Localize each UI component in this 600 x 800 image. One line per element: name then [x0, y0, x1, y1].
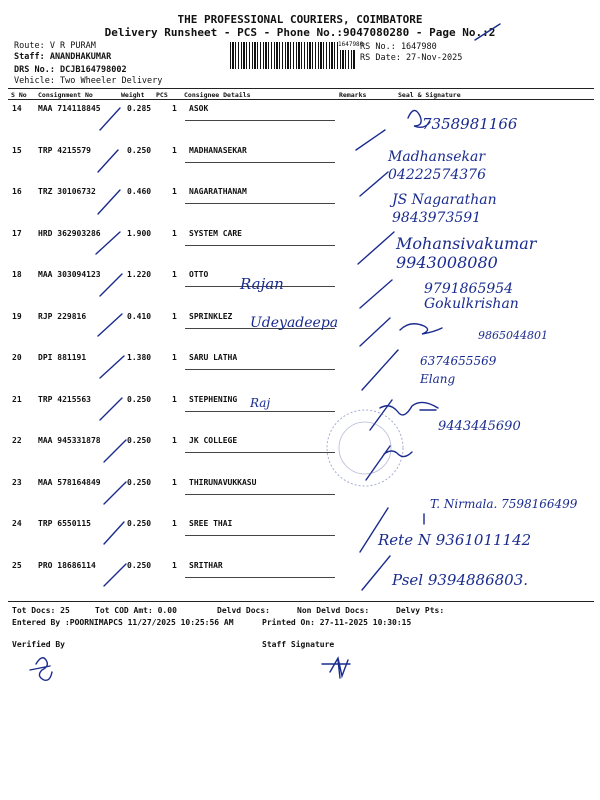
- stamp-signature: [384, 451, 412, 457]
- remarks-slashes: [356, 130, 398, 590]
- row-sno: 25: [12, 560, 22, 570]
- printed-on: Printed On: 27-11-2025 10:30:15: [262, 618, 412, 627]
- rs-date: RS Date: 27-Nov-2025: [360, 53, 463, 63]
- row-consignment-number: DPI 881191: [38, 353, 87, 362]
- row-weight: 0.250: [127, 519, 152, 528]
- row-consignee: SREE THAI: [189, 519, 233, 528]
- signature-19: [400, 324, 442, 334]
- row-sno: 18: [12, 270, 22, 279]
- verified-by-label: Verified By: [12, 640, 65, 649]
- drs-label: DRS No.: DCJB164798002: [14, 65, 127, 75]
- row-consignment-number: TRP 6550115: [38, 519, 91, 528]
- row-consignment-number: PRO 18686114: [38, 560, 96, 570]
- row-consignee: JK COLLEGE: [189, 436, 238, 445]
- row-sno: 24: [12, 519, 22, 528]
- vehicle-label: Vehicle: Two Wheeler Delivery: [14, 76, 163, 86]
- seal-handwriting-15: Madhansekar 04222574376: [388, 149, 486, 183]
- remark-handwriting-21: Raj: [250, 396, 271, 410]
- seal-handwriting-14: 7358981166: [422, 115, 518, 133]
- seal-handwriting-25: Psel 9394886803.: [392, 571, 529, 589]
- row-consignment-number: RJP 229816: [38, 311, 87, 321]
- row-sno: 22: [12, 436, 22, 445]
- row-consignment-number: MAA 303094123: [38, 270, 101, 279]
- delivered-docs: Delvd Docs:: [217, 606, 270, 615]
- row-weight: 1.900: [127, 228, 152, 238]
- row-pcs: 1: [172, 187, 177, 196]
- signature-14: [408, 110, 430, 127]
- row-pcs: 1: [172, 436, 177, 445]
- row-consignment-number: MAA 945331878: [38, 436, 101, 445]
- row-consignee: OTTO: [189, 270, 209, 279]
- col-sno: S No: [11, 91, 27, 99]
- row-consignee: SRITHAR: [189, 560, 223, 570]
- remark-handwriting-19: Udeyadeepa: [250, 315, 339, 331]
- row-weight: 0.250: [127, 436, 152, 445]
- row-pcs: 1: [172, 228, 177, 238]
- row-consignment-number: MAA 578164849: [38, 477, 101, 487]
- staff-label: Staff: ANANDHAKUMAR: [14, 52, 112, 62]
- verified-signature: [30, 658, 52, 681]
- row-sno: 14: [12, 104, 22, 113]
- round-seal-stamp: [327, 410, 403, 486]
- row-weight: 0.250: [127, 560, 152, 570]
- barcode-stamp-number: 1647980: [338, 41, 364, 48]
- row-consignee: ASOK: [189, 104, 209, 113]
- row-sno: 21: [12, 394, 22, 404]
- col-weight: Weight: [121, 91, 145, 99]
- col-consignee: Consignee Details: [184, 91, 251, 99]
- row-weight: 0.250: [127, 394, 152, 404]
- row-sno: 15: [12, 145, 22, 155]
- non-delivered-docs: Non Delvd Docs:: [297, 606, 370, 615]
- row-consignee: THIRUNAVUKKASU: [189, 477, 257, 487]
- row-consignee: SARU LATHA: [189, 353, 238, 362]
- row-weight: 1.380: [127, 353, 152, 362]
- document-title: Delivery Runsheet - PCS - Phone No.:9047080280 - Page No.:2: [104, 26, 496, 39]
- seal-handwriting-24: Rete N 9361011142: [378, 531, 532, 549]
- row-sno: 20: [12, 353, 22, 362]
- col-remarks: Remarks: [339, 91, 367, 99]
- totals-rule: [8, 601, 594, 602]
- row-sno: 16: [12, 187, 22, 196]
- row-tick-marks: [96, 108, 126, 586]
- seal-handwriting-23: T. Nirmala. 7598166499: [430, 497, 578, 511]
- col-seal-signature: Seal & Signature: [398, 91, 461, 99]
- row-sno: 23: [12, 477, 22, 487]
- row-consignment-number: MAA 714118845: [38, 104, 101, 113]
- row-pcs: 1: [172, 394, 177, 404]
- staff-signature: [322, 658, 350, 678]
- delivery-points: Delvy Pts:: [396, 606, 445, 615]
- seal-handwriting-21: 9443445690: [438, 419, 521, 434]
- row-pcs: 1: [172, 519, 177, 528]
- entered-by: Entered By :POORNIMAPCS 11/27/2025 10:25:56 AM: [12, 618, 234, 627]
- seal-handwriting-20: 6374655569 Elang: [420, 354, 497, 386]
- remark-handwriting-18: Rajan: [240, 275, 284, 293]
- staff-signature-label: Staff Signature: [262, 640, 335, 649]
- row-pcs: 1: [172, 311, 177, 321]
- rs-number: RS No.: 1647980: [360, 42, 437, 52]
- total-docs: Tot Docs: 25: [12, 606, 70, 615]
- seal-handwriting-16: JS Nagarathan 9843973591: [392, 192, 497, 226]
- route-label: Route: V R PURAM: [14, 41, 96, 51]
- row-consignee: STEPHENING: [189, 394, 238, 404]
- row-consignment-number: TRP 4215563: [38, 394, 91, 404]
- row-consignee: SYSTEM CARE: [189, 228, 242, 238]
- row-pcs: 1: [172, 353, 177, 362]
- row-consignment-number: TRP 4215579: [38, 145, 91, 155]
- seal-handwriting-18: 9791865954 Gokulkrishan: [424, 281, 519, 312]
- row-pcs: 1: [172, 270, 177, 279]
- seal-handwriting-17: Mohansivakumar 9943008080: [396, 234, 537, 272]
- row-consignee: NAGARATHANAM: [189, 187, 247, 196]
- row-weight: 0.460: [127, 187, 152, 196]
- row-sno: 19: [12, 311, 22, 321]
- col-pcs: PCS: [156, 91, 168, 99]
- row-weight: 1.220: [127, 270, 152, 279]
- row-pcs: 1: [172, 145, 177, 155]
- row-sno: 17: [12, 228, 22, 238]
- row-weight: 0.250: [127, 477, 152, 487]
- seal-handwriting-19: 9865044801: [478, 329, 548, 342]
- row-weight: 0.285: [127, 104, 152, 113]
- row-consignee: SPRINKLEZ: [189, 311, 233, 321]
- total-cod-amount: Tot COD Amt: 0.00: [95, 606, 177, 615]
- row-consignment-number: HRD 362903286: [38, 228, 101, 238]
- row-weight: 0.410: [127, 311, 152, 321]
- col-consignment: Consignment No: [38, 91, 93, 99]
- company-name: THE PROFESSIONAL COURIERS, COIMBATORE: [177, 13, 423, 26]
- row-consignment-number: TRZ 30106732: [38, 187, 96, 196]
- row-consignee: MADHANASEKAR: [189, 145, 247, 155]
- row-pcs: 1: [172, 104, 177, 113]
- row-pcs: 1: [172, 477, 177, 487]
- row-weight: 0.250: [127, 145, 152, 155]
- row-pcs: 1: [172, 560, 177, 570]
